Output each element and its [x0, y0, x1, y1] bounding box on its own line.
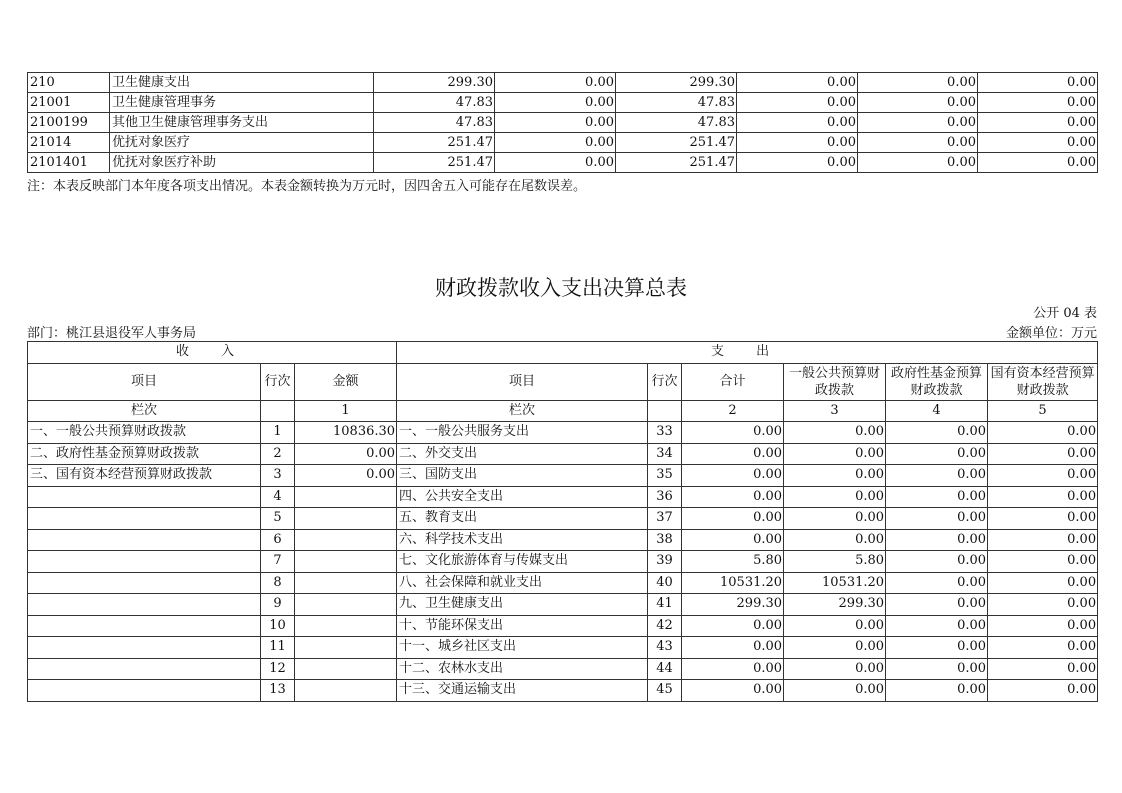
expense-row-number: 38 — [648, 529, 682, 551]
income-amount — [295, 680, 397, 702]
state-capital-amount: 0.00 — [988, 615, 1098, 637]
expense-item: 三、国防支出 — [397, 465, 648, 487]
value-cell: 251.47 — [374, 133, 495, 153]
value-cell: 299.30 — [374, 73, 495, 93]
col-exp-row: 行次 — [648, 363, 682, 400]
value-cell: 0.00 — [858, 93, 978, 113]
expense-row-number: 39 — [648, 551, 682, 573]
item-code: 21001 — [28, 93, 110, 113]
expense-item: 四、公共安全支出 — [397, 486, 648, 508]
income-amount — [295, 594, 397, 616]
value-cell: 0.00 — [495, 73, 616, 93]
total-amount: 5.80 — [682, 551, 784, 573]
general-budget-amount: 0.00 — [784, 529, 886, 551]
income-row-number: 9 — [261, 594, 295, 616]
income-item — [28, 508, 261, 530]
value-cell: 0.00 — [858, 153, 978, 173]
table-row — [28, 680, 1098, 702]
table-row — [28, 93, 1098, 113]
income-row-number: 10 — [261, 615, 295, 637]
state-capital-amount: 0.00 — [988, 594, 1098, 616]
income-amount: 0.00 — [295, 443, 397, 465]
column-number-row — [28, 400, 1098, 422]
income-item — [28, 572, 261, 594]
expense-item: 一、一般公共服务支出 — [397, 422, 648, 444]
col-fund-budget: 政府性基金预算财政拨款 — [886, 363, 988, 400]
table-row — [28, 73, 1098, 93]
col-number-5: 5 — [988, 400, 1098, 422]
item-name: 优抚对象医疗补助 — [110, 153, 374, 173]
general-budget-amount: 0.00 — [784, 465, 886, 487]
state-capital-amount: 0.00 — [988, 658, 1098, 680]
expense-row-number: 35 — [648, 465, 682, 487]
table-row — [28, 465, 1098, 487]
total-amount: 0.00 — [682, 465, 784, 487]
total-amount: 0.00 — [682, 422, 784, 444]
total-amount: 0.00 — [682, 508, 784, 530]
income-amount: 0.00 — [295, 465, 397, 487]
value-cell: 0.00 — [858, 133, 978, 153]
fund-budget-amount: 0.00 — [886, 680, 988, 702]
col-row: 行次 — [261, 363, 295, 400]
value-cell: 251.47 — [616, 153, 737, 173]
amount-unit-label: 金额单位：万元 — [1005, 326, 1097, 341]
state-capital-amount: 0.00 — [988, 529, 1098, 551]
general-budget-amount: 0.00 — [784, 658, 886, 680]
income-row-number: 1 — [261, 422, 295, 444]
income-amount — [295, 572, 397, 594]
total-amount: 10531.20 — [682, 572, 784, 594]
general-budget-amount: 0.00 — [784, 680, 886, 702]
state-capital-amount: 0.00 — [988, 551, 1098, 573]
value-cell: 47.83 — [374, 93, 495, 113]
expense-row-number: 43 — [648, 637, 682, 659]
general-budget-amount: 0.00 — [784, 637, 886, 659]
value-cell: 251.47 — [616, 133, 737, 153]
state-capital-amount: 0.00 — [988, 443, 1098, 465]
col-number-2: 2 — [682, 400, 784, 422]
state-capital-amount: 0.00 — [988, 486, 1098, 508]
income-item — [28, 615, 261, 637]
value-cell: 47.83 — [374, 113, 495, 133]
fund-budget-amount: 0.00 — [886, 551, 988, 573]
fiscal-appropriation-summary-table — [27, 341, 1098, 702]
table-row — [28, 422, 1098, 444]
fund-budget-amount: 0.00 — [886, 508, 988, 530]
total-amount: 0.00 — [682, 637, 784, 659]
table-row — [28, 133, 1098, 153]
income-row-number: 5 — [261, 508, 295, 530]
expense-item: 九、卫生健康支出 — [397, 594, 648, 616]
income-row-number: 2 — [261, 443, 295, 465]
income-header: 收 入 — [28, 342, 397, 364]
fund-budget-amount: 0.00 — [886, 465, 988, 487]
value-cell: 251.47 — [374, 153, 495, 173]
department-label: 部门：桃江县退役军人事务局 — [27, 326, 197, 341]
value-cell: 0.00 — [978, 93, 1098, 113]
income-item: 一、一般公共预算财政拨款 — [28, 422, 261, 444]
state-capital-amount: 0.00 — [988, 637, 1098, 659]
expense-item: 八、社会保障和就业支出 — [397, 572, 648, 594]
expense-item: 七、文化旅游体育与传媒支出 — [397, 551, 648, 573]
expense-row-number: 41 — [648, 594, 682, 616]
state-capital-amount: 0.00 — [988, 572, 1098, 594]
income-item — [28, 529, 261, 551]
income-item: 二、政府性基金预算财政拨款 — [28, 443, 261, 465]
income-amount — [295, 486, 397, 508]
fund-budget-amount: 0.00 — [886, 422, 988, 444]
item-name: 卫生健康支出 — [110, 73, 374, 93]
expense-row-number: 44 — [648, 658, 682, 680]
general-budget-amount: 0.00 — [784, 508, 886, 530]
expense-row-number: 34 — [648, 443, 682, 465]
item-name: 优抚对象医疗 — [110, 133, 374, 153]
col-item: 项目 — [28, 363, 261, 400]
value-cell: 0.00 — [978, 73, 1098, 93]
col-general-budget: 一般公共预算财政拨款 — [784, 363, 886, 400]
table-row — [28, 572, 1098, 594]
form-code: 公开 04 表 — [1033, 306, 1097, 321]
expense-item: 十一、城乡社区支出 — [397, 637, 648, 659]
table-row — [28, 658, 1098, 680]
income-row-number: 11 — [261, 637, 295, 659]
income-amount — [295, 658, 397, 680]
income-row-number: 4 — [261, 486, 295, 508]
lanci-label: 栏次 — [28, 400, 261, 422]
income-item — [28, 680, 261, 702]
table-row — [28, 529, 1098, 551]
value-cell: 0.00 — [495, 153, 616, 173]
fund-budget-amount: 0.00 — [886, 486, 988, 508]
table-row — [28, 594, 1098, 616]
expense-row-number: 33 — [648, 422, 682, 444]
col-total: 合计 — [682, 363, 784, 400]
table-row — [28, 615, 1098, 637]
table-note: 注：本表反映部门本年度各项支出情况。本表金额转换为万元时，因四舍五入可能存在尾数误差。 — [27, 179, 587, 194]
total-amount: 0.00 — [682, 680, 784, 702]
general-budget-amount: 299.30 — [784, 594, 886, 616]
income-item — [28, 594, 261, 616]
state-capital-amount: 0.00 — [988, 422, 1098, 444]
state-capital-amount: 0.00 — [988, 680, 1098, 702]
income-amount: 10836.30 — [295, 422, 397, 444]
value-cell: 0.00 — [495, 93, 616, 113]
value-cell: 47.83 — [616, 93, 737, 113]
expense-row-number: 36 — [648, 486, 682, 508]
income-item — [28, 486, 261, 508]
col-state-capital: 国有资本经营预算财政拨款 — [988, 363, 1098, 400]
total-amount: 299.30 — [682, 594, 784, 616]
item-code: 210 — [28, 73, 110, 93]
expense-item: 二、外交支出 — [397, 443, 648, 465]
total-amount: 0.00 — [682, 443, 784, 465]
table-row — [28, 551, 1098, 573]
value-cell: 0.00 — [495, 113, 616, 133]
income-item — [28, 658, 261, 680]
col-amount: 金额 — [295, 363, 397, 400]
expense-item: 六、科学技术支出 — [397, 529, 648, 551]
value-cell: 0.00 — [737, 93, 858, 113]
value-cell: 0.00 — [858, 73, 978, 93]
value-cell: 0.00 — [978, 113, 1098, 133]
fund-budget-amount: 0.00 — [886, 529, 988, 551]
income-amount — [295, 615, 397, 637]
item-name: 其他卫生健康管理事务支出 — [110, 113, 374, 133]
general-budget-amount: 0.00 — [784, 615, 886, 637]
fund-budget-amount: 0.00 — [886, 594, 988, 616]
income-amount — [295, 529, 397, 551]
income-amount — [295, 551, 397, 573]
general-budget-amount: 0.00 — [784, 486, 886, 508]
table-row — [28, 508, 1098, 530]
col-exp-item: 项目 — [397, 363, 648, 400]
col-number-3: 3 — [784, 400, 886, 422]
table-row — [28, 153, 1098, 173]
item-name: 卫生健康管理事务 — [110, 93, 374, 113]
value-cell: 299.30 — [616, 73, 737, 93]
table-row — [28, 443, 1098, 465]
fund-budget-amount: 0.00 — [886, 637, 988, 659]
section-header-row — [28, 342, 1098, 364]
expense-item: 五、教育支出 — [397, 508, 648, 530]
expense-row-number: 45 — [648, 680, 682, 702]
income-row-number: 13 — [261, 680, 295, 702]
income-item — [28, 551, 261, 573]
value-cell: 47.83 — [616, 113, 737, 133]
income-row-number: 8 — [261, 572, 295, 594]
income-row-number: 7 — [261, 551, 295, 573]
item-code: 2100199 — [28, 113, 110, 133]
income-item — [28, 637, 261, 659]
value-cell: 0.00 — [495, 133, 616, 153]
total-amount: 0.00 — [682, 658, 784, 680]
page-title: 财政拨款收入支出决算总表 — [435, 276, 687, 300]
value-cell: 0.00 — [978, 153, 1098, 173]
fund-budget-amount: 0.00 — [886, 615, 988, 637]
col-number-4: 4 — [886, 400, 988, 422]
value-cell: 0.00 — [737, 113, 858, 133]
value-cell: 0.00 — [978, 133, 1098, 153]
state-capital-amount: 0.00 — [988, 508, 1098, 530]
total-amount: 0.00 — [682, 615, 784, 637]
value-cell: 0.00 — [858, 113, 978, 133]
income-row-number: 3 — [261, 465, 295, 487]
item-code: 2101401 — [28, 153, 110, 173]
item-code: 21014 — [28, 133, 110, 153]
expense-item: 十三、交通运输支出 — [397, 680, 648, 702]
fund-budget-amount: 0.00 — [886, 443, 988, 465]
general-budget-amount: 0.00 — [784, 443, 886, 465]
expense-row-number: 37 — [648, 508, 682, 530]
table-row — [28, 486, 1098, 508]
value-cell: 0.00 — [737, 133, 858, 153]
income-amount — [295, 637, 397, 659]
expense-header: 支 出 — [397, 342, 1098, 364]
table-row — [28, 637, 1098, 659]
expenditure-detail-table — [27, 72, 1098, 173]
general-budget-amount: 5.80 — [784, 551, 886, 573]
general-budget-amount: 10531.20 — [784, 572, 886, 594]
lanci-label: 栏次 — [397, 400, 648, 422]
income-row-number: 12 — [261, 658, 295, 680]
fund-budget-amount: 0.00 — [886, 572, 988, 594]
expense-item: 十、节能环保支出 — [397, 615, 648, 637]
general-budget-amount: 0.00 — [784, 422, 886, 444]
expense-item: 十二、农林水支出 — [397, 658, 648, 680]
column-header-row — [28, 363, 1098, 400]
expense-row-number: 40 — [648, 572, 682, 594]
income-row-number: 6 — [261, 529, 295, 551]
state-capital-amount: 0.00 — [988, 465, 1098, 487]
value-cell: 0.00 — [737, 153, 858, 173]
total-amount: 0.00 — [682, 529, 784, 551]
col-number-1: 1 — [295, 400, 397, 422]
value-cell: 0.00 — [737, 73, 858, 93]
total-amount: 0.00 — [682, 486, 784, 508]
income-item: 三、国有资本经营预算财政拨款 — [28, 465, 261, 487]
expense-row-number: 42 — [648, 615, 682, 637]
table-row — [28, 113, 1098, 133]
fund-budget-amount: 0.00 — [886, 658, 988, 680]
income-amount — [295, 508, 397, 530]
